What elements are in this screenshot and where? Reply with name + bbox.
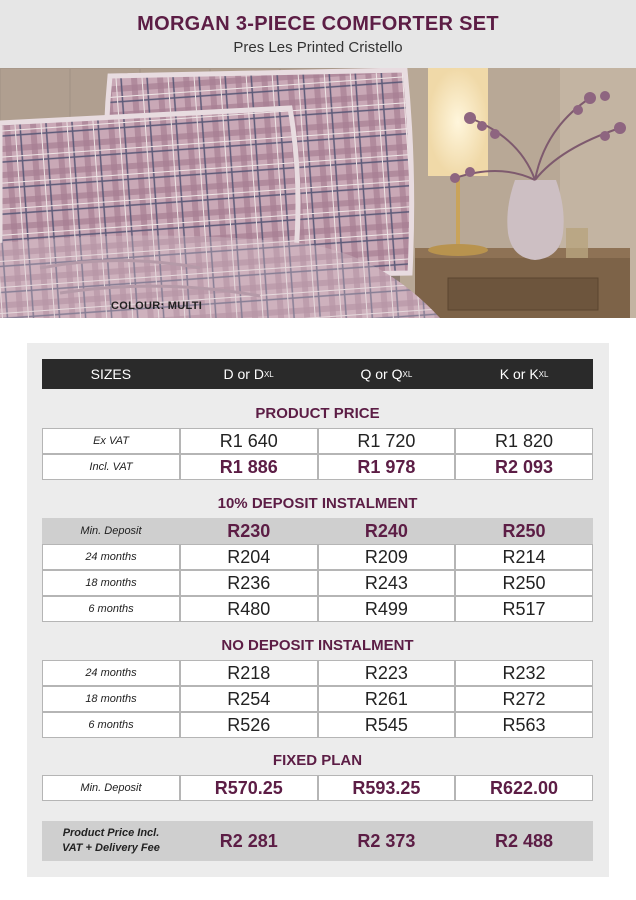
price-cell: R230 [180,518,318,544]
table-row [42,660,593,686]
total-row [42,821,593,861]
row-label: Min. Deposit [42,775,180,801]
price-cell: R563 [455,712,593,738]
price-cell: R243 [318,570,456,596]
table-row [42,775,593,801]
col-queen: Q or Q XL [360,366,413,382]
total-label: Product Price Incl. VAT + Delivery Fee [62,827,160,854]
row-label: Incl. VAT [42,454,180,480]
col-king: K or K XL [499,366,549,382]
price-cell: R1 720 [318,428,456,454]
table-row [42,518,593,544]
price-cell: R593.25 [318,775,456,801]
section-deposit: 10% DEPOSIT INSTALMENT [217,495,418,512]
price-cell: R261 [318,686,456,712]
price-cell: R526 [180,712,318,738]
row-label: 24 months [42,544,180,570]
price-table [27,343,609,877]
colour-label: COLOUR: MULTI [111,300,203,312]
price-cell: R499 [318,596,456,622]
row-label: 18 months [42,686,180,712]
product-subtitle: Pres Les Printed Cristello [233,39,403,56]
section-product-price: PRODUCT PRICE [255,405,380,422]
row-label: 6 months [42,596,180,622]
price-cell: R570.25 [180,775,318,801]
row-label: 24 months [42,660,180,686]
price-cell: R622.00 [455,775,593,801]
table-row [42,686,593,712]
price-cell: R250 [455,518,593,544]
page-header [0,0,636,68]
price-cell: R1 820 [455,428,593,454]
table-row [42,596,593,622]
col-double: D or D XL [223,366,274,382]
price-cell: R1 640 [180,428,318,454]
price-cell: R214 [455,544,593,570]
table-row [42,428,593,454]
table-row [42,712,593,738]
row-label: Ex VAT [42,428,180,454]
table-header-row [42,359,593,389]
product-photo [0,68,636,318]
price-cell: R232 [455,660,593,686]
price-cell: R223 [318,660,456,686]
price-cell: R240 [318,518,456,544]
price-cell: R250 [455,570,593,596]
row-label: Min. Deposit [42,518,180,544]
price-cell: R236 [180,570,318,596]
table-row [42,544,593,570]
price-cell: R204 [180,544,318,570]
price-cell: R272 [455,686,593,712]
price-cell: R254 [180,686,318,712]
product-title: MORGAN 3-PIECE COMFORTER SET [137,13,499,35]
price-cell: R545 [318,712,456,738]
price-cell: R1 886 [180,454,318,480]
bedroom-illustration [0,68,636,318]
col-sizes: SIZES [90,366,132,382]
section-no-deposit: NO DEPOSIT INSTALMENT [221,637,414,654]
table-row [42,570,593,596]
row-label: 18 months [42,570,180,596]
total-cell: R2 488 [494,830,553,851]
table-row [42,454,593,480]
price-cell: R480 [180,596,318,622]
section-fixed-plan: FIXED PLAN [272,752,363,769]
total-cell: R2 281 [219,830,278,851]
total-cell: R2 373 [357,830,416,851]
price-cell: R517 [455,596,593,622]
price-cell: R1 978 [318,454,456,480]
price-cell: R218 [180,660,318,686]
row-label: 6 months [42,712,180,738]
price-cell: R2 093 [455,454,593,480]
price-cell: R209 [318,544,456,570]
